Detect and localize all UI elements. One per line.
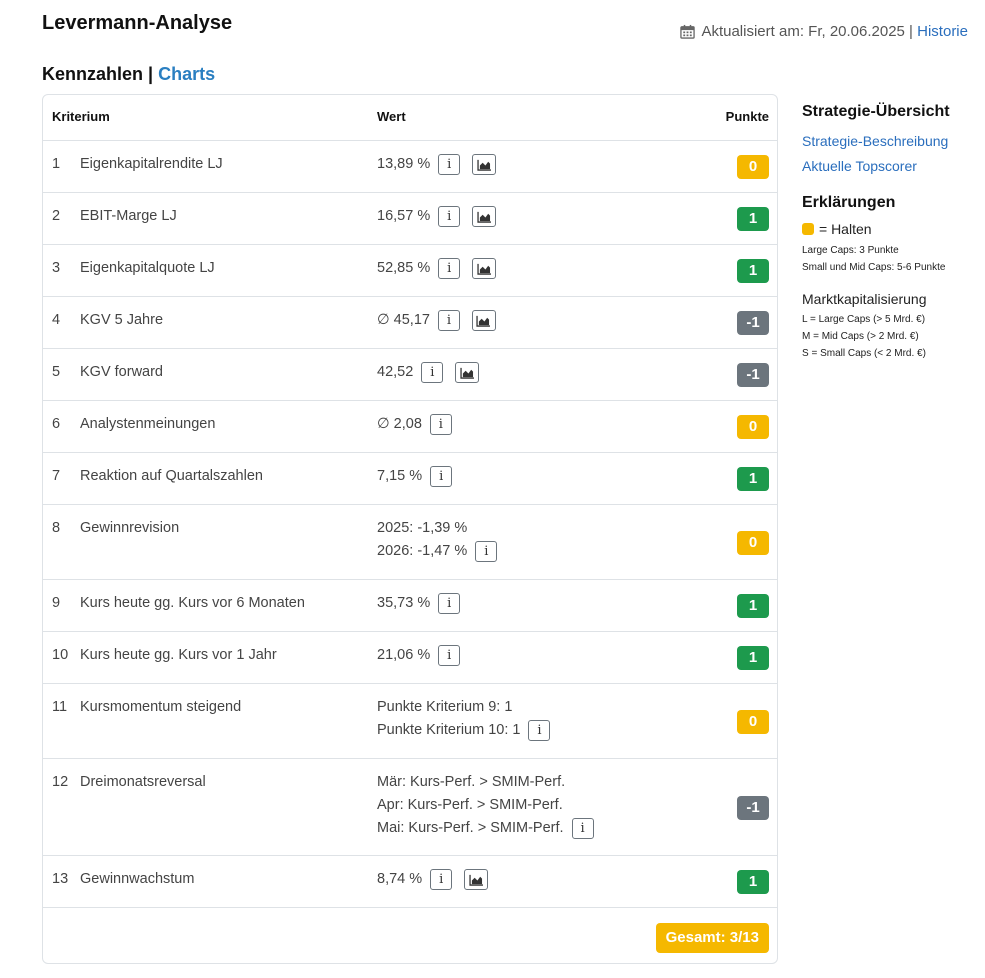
criterion-value <box>377 205 496 228</box>
criterion-number: 5 <box>52 364 61 380</box>
criterion-number: 6 <box>52 416 61 432</box>
value-line <box>377 153 496 176</box>
criterion-number: 11 <box>52 699 68 715</box>
value-text: ∅ 2,08 <box>377 416 422 432</box>
legend-hold-label: = Halten <box>819 221 872 237</box>
value-text: Punkte Kriterium 10: 1 <box>377 722 521 738</box>
criterion-value <box>377 153 496 176</box>
value-line <box>377 540 497 563</box>
update-info <box>680 23 968 40</box>
value-text: 7,15 % <box>377 468 423 484</box>
criterion-value <box>377 257 496 280</box>
table-row <box>43 401 777 453</box>
calendar-icon <box>680 24 695 39</box>
table-row <box>43 141 777 193</box>
caps-note-large: Large Caps: 3 Punkte <box>802 245 899 256</box>
criterion-name: EBIT-Marge LJ <box>80 208 177 224</box>
table-row <box>43 297 777 349</box>
value-text: 13,89 % <box>377 156 431 172</box>
criterion-value <box>377 592 460 615</box>
value-line <box>377 771 594 794</box>
top-scorer-link[interactable]: Aktuelle Topscorer <box>802 158 917 174</box>
value-text: Punkte Kriterium 9: 1 <box>377 699 513 715</box>
points-badge: 1 <box>737 207 769 231</box>
info-icon[interactable]: i <box>438 310 460 331</box>
value-line <box>377 361 479 384</box>
value-text: Mär: Kurs-Perf. > SMIM-Perf. <box>377 774 566 790</box>
table-row <box>43 632 777 684</box>
column-header-kriterium: Kriterium <box>52 109 110 124</box>
value-line <box>377 413 452 436</box>
updated-label: Aktualisiert am: Fr, 20.06.2025 | <box>701 23 913 40</box>
criterion-name: Dreimonatsreversal <box>80 774 206 790</box>
value-text: 52,85 % <box>377 260 431 276</box>
criterion-number: 7 <box>52 468 61 484</box>
levermann-table <box>42 94 778 964</box>
criterion-name: Gewinnwachstum <box>80 871 195 887</box>
points-badge: -1 <box>737 796 769 820</box>
value-line <box>377 592 460 615</box>
area-chart-icon[interactable] <box>472 310 496 331</box>
area-chart-icon[interactable] <box>464 869 488 890</box>
market-cap-note-large: L = Large Caps (> 5 Mrd. €) <box>802 314 926 325</box>
value-text: Mai: Kurs-Perf. > SMIM-Perf. <box>377 820 564 836</box>
value-line <box>377 719 550 742</box>
value-line <box>377 817 594 840</box>
table-row <box>43 245 777 297</box>
area-chart-icon[interactable] <box>472 258 496 279</box>
table-row <box>43 684 777 759</box>
criterion-value <box>377 868 488 891</box>
points-badge: 1 <box>737 259 769 283</box>
criterion-name: KGV 5 Jahre <box>80 312 164 328</box>
info-icon[interactable]: i <box>438 258 460 279</box>
criterion-number: 9 <box>52 595 61 611</box>
value-line <box>377 309 496 332</box>
explanations-title: Erklärungen <box>802 194 896 211</box>
info-icon[interactable]: i <box>572 818 594 839</box>
market-cap-note-small: S = Small Caps (< 2 Mrd. €) <box>802 348 926 359</box>
criterion-number: 10 <box>52 647 69 663</box>
criterion-number: 4 <box>52 312 61 328</box>
criterion-number: 1 <box>52 156 61 172</box>
table-row <box>43 759 777 856</box>
points-badge: 0 <box>737 155 769 179</box>
criterion-value <box>377 771 594 840</box>
points-badge: 0 <box>737 710 769 734</box>
value-text: 2026: -1,47 % <box>377 543 468 559</box>
table-row <box>43 505 777 580</box>
section-heading <box>42 64 215 85</box>
value-line <box>377 257 496 280</box>
table-row <box>43 349 777 401</box>
points-badge: 0 <box>737 531 769 555</box>
page-title: Levermann-Analyse <box>42 12 233 34</box>
criterion-value <box>377 309 496 332</box>
criterion-value <box>377 413 452 436</box>
points-badge: -1 <box>737 363 769 387</box>
criterion-value <box>377 644 460 667</box>
points-badge: 1 <box>737 594 769 618</box>
criterion-name: Gewinnrevision <box>80 520 180 536</box>
sidebar <box>802 103 982 362</box>
criterion-number: 2 <box>52 208 61 224</box>
info-icon[interactable]: i <box>528 720 550 741</box>
area-chart-icon[interactable] <box>455 362 479 383</box>
market-cap-title: Marktkapitalisierung <box>802 291 927 307</box>
points-badge: 0 <box>737 415 769 439</box>
area-chart-icon[interactable] <box>472 206 496 227</box>
criterion-name: KGV forward <box>80 364 163 380</box>
value-text: 8,74 % <box>377 871 423 887</box>
value-line <box>377 465 452 488</box>
info-icon[interactable]: i <box>430 414 452 435</box>
area-chart-icon[interactable] <box>472 154 496 175</box>
section-separator: | <box>148 64 154 84</box>
criterion-number: 3 <box>52 260 61 276</box>
info-icon[interactable]: i <box>430 466 452 487</box>
column-header-punkte: Punkte <box>725 109 769 124</box>
criterion-value <box>377 465 452 488</box>
points-badge: 1 <box>737 646 769 670</box>
criterion-name: Kurs heute gg. Kurs vor 1 Jahr <box>80 647 277 663</box>
criterion-name: Analystenmeinungen <box>80 416 216 432</box>
info-icon[interactable]: i <box>438 206 460 227</box>
table-row <box>43 580 777 632</box>
value-text: 42,52 <box>377 364 414 380</box>
criterion-value <box>377 696 550 742</box>
criterion-name: Kursmomentum steigend <box>80 699 242 715</box>
hold-color-swatch <box>802 223 814 235</box>
history-link[interactable]: Historie <box>917 23 968 40</box>
value-line <box>377 868 488 891</box>
info-icon[interactable]: i <box>475 541 497 562</box>
criterion-name: Eigenkapitalquote LJ <box>80 260 215 276</box>
tab-kennzahlen: Kennzahlen <box>42 64 144 84</box>
criterion-name: Reaktion auf Quartalszahlen <box>80 468 263 484</box>
value-line <box>377 205 496 228</box>
tab-charts[interactable]: Charts <box>158 64 216 84</box>
table-row <box>43 856 777 908</box>
table-row <box>43 453 777 505</box>
value-line <box>377 794 594 817</box>
points-badge: -1 <box>737 311 769 335</box>
points-badge: 1 <box>737 467 769 491</box>
criterion-number: 8 <box>52 520 61 536</box>
criterion-name: Eigenkapitalrendite LJ <box>80 156 223 172</box>
criterion-value <box>377 517 497 563</box>
info-icon[interactable]: i <box>430 869 452 890</box>
value-text: ∅ 45,17 <box>377 312 430 328</box>
criterion-number: 13 <box>52 871 69 887</box>
info-icon[interactable]: i <box>438 154 460 175</box>
value-text: 16,57 % <box>377 208 431 224</box>
info-icon[interactable]: i <box>438 593 460 614</box>
caps-note-small-mid: Small und Mid Caps: 5-6 Punkte <box>802 262 946 273</box>
info-icon[interactable]: i <box>421 362 443 383</box>
criterion-value <box>377 361 479 384</box>
criterion-number: 12 <box>52 774 69 790</box>
value-line <box>377 644 460 667</box>
criterion-name: Kurs heute gg. Kurs vor 6 Monaten <box>80 595 305 611</box>
table-row <box>43 193 777 245</box>
table-footer <box>43 908 777 964</box>
value-text: Apr: Kurs-Perf. > SMIM-Perf. <box>377 797 563 813</box>
strategy-overview-title: Strategie-Übersicht <box>802 103 950 120</box>
value-line <box>377 517 497 540</box>
strategy-description-link[interactable]: Strategie-Beschreibung <box>802 133 949 149</box>
value-text: 21,06 % <box>377 647 431 663</box>
legend-hold <box>802 221 982 237</box>
table-header <box>43 95 777 141</box>
points-badge: 1 <box>737 870 769 894</box>
value-line <box>377 696 550 719</box>
column-header-wert: Wert <box>377 109 406 124</box>
info-icon[interactable]: i <box>438 645 460 666</box>
market-cap-note-mid: M = Mid Caps (> 2 Mrd. €) <box>802 331 919 342</box>
value-text: 2025: -1,39 % <box>377 520 468 536</box>
total-score-badge: Gesamt: 3/13 <box>656 923 769 953</box>
value-text: 35,73 % <box>377 595 431 611</box>
table-body <box>43 141 777 908</box>
